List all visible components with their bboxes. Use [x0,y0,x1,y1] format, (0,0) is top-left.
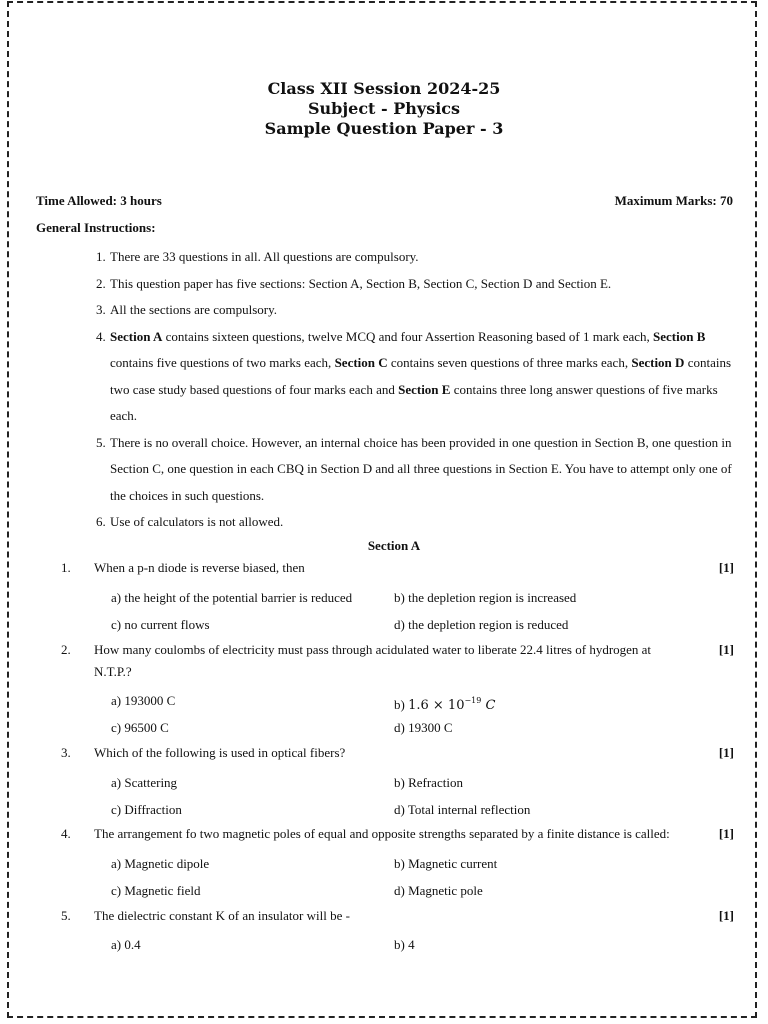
section-ref: Section C [334,355,388,370]
instruction-item [96,297,736,324]
question-text: When a p-n diode is reverse biased, then [94,560,305,575]
section-ref: Section E [398,381,451,397]
option-a: a) the height of the potential barrier is reduced [111,590,353,605]
option-row [111,692,671,719]
general-instructions-title: General Instructions: [36,220,156,235]
instruction-text: This question paper has five sections: Section A, Section B, Section C, Section D and Section E. [110,275,612,291]
instruction-text: There is no overall choice. However, an internal choice has been provided in one question in Section B, one question in Section C, one question in each CBQ in Section D and all three questions in Section E. You have to attempt only one of the choices in such questions. [110,434,732,503]
option-d: d) Total internal reflection [394,802,531,817]
question-4 [36,823,734,845]
instruction-text: There are 33 questions in all. All questions are compulsory. [110,249,419,264]
option-b: b) the depletion region is increased [394,590,577,605]
option-b: b) 4 [394,937,415,952]
instruction-text-rich [110,329,731,424]
instruction-item [96,324,736,430]
question-marks: [1] [718,826,734,841]
question-marks: [1] [718,560,734,575]
question-3 [36,742,734,764]
question-5-options [111,936,671,963]
header-class-session: Class XII Session 2024-25 [267,79,501,98]
question-2 [36,639,734,683]
option-c: c) Diffraction [111,802,182,817]
option-row [111,855,671,882]
option-d: d) 19300 C [394,720,453,735]
instruction-item [96,509,736,536]
question-text: Which of the following is used in optical fibers? [94,745,346,760]
instruction-item [96,244,736,271]
question-marks: [1] [718,745,734,760]
instruction-number: 1. [96,249,106,264]
question-1 [36,557,734,579]
instruction-number: 3. [96,302,106,317]
instruction-fragment: contains three long answer questions of five marks each. [110,381,718,423]
instruction-fragment: contains sixteen questions, twelve MCQ and four Assertion Reasoning based of 1 mark each, [162,328,654,344]
option-c: c) no current flows [111,617,210,632]
option-a: a) 193000 C [111,693,176,708]
question-number: 4. [61,826,71,841]
instruction-number: 2. [96,275,106,291]
question-text: The arrangement fo two magnetic poles of equal and opposite strengths separated by a finite distance is called: [94,826,670,841]
section-a-title: Section A [367,538,421,553]
option-b-math [408,698,495,713]
option-a: a) 0.4 [111,937,141,952]
option-row [111,774,671,801]
question-text: The dielectric constant K of an insulator will be - [94,908,350,923]
section-ref: Section A [110,328,163,344]
instruction-fragment: contains seven questions of three marks each, [387,355,632,370]
option-b [394,692,495,715]
instruction-item [96,430,736,510]
option-b-label: b) [394,697,409,712]
instruction-item [96,271,736,298]
header-paper-title: Sample Question Paper - 3 [264,119,504,138]
question-3-options [111,774,671,828]
instruction-text: All the sections are compulsory. [110,302,278,317]
question-5 [36,905,734,927]
question-text: How many coulombs of electricity must pass through acidulated water to liberate 22.4 litres of hydrogen at N.T.P.? [94,642,652,679]
instruction-text: Use of calculators is not allowed. [110,514,284,529]
section-ref: Section D [631,355,685,370]
math-unit: C [485,698,496,713]
option-b: b) Refraction [394,775,463,790]
maximum-marks: Maximum Marks: 70 [614,193,733,208]
option-d: d) Magnetic pole [394,883,483,898]
instruction-number: 5. [96,434,106,450]
option-a: a) Scattering [111,775,178,790]
instruction-number: 6. [96,514,106,529]
general-instructions-list [96,244,736,536]
math-exponent: −19 [464,696,482,705]
section-ref: Section B [653,328,706,344]
option-row [111,589,671,616]
question-2-options [111,692,671,746]
instruction-fragment: contains two case study based questions of four marks each and [110,355,732,397]
question-number: 2. [61,642,71,657]
question-4-options [111,855,671,909]
question-number: 5. [61,908,71,923]
question-marks: [1] [718,642,734,657]
instruction-number: 4. [96,328,106,344]
header-subject: Subject - Physics [307,99,461,118]
option-b: b) Magnetic current [394,856,498,871]
question-number: 1. [61,560,71,575]
time-allowed: Time Allowed: 3 hours [36,193,162,208]
paper-header [0,79,768,139]
math-mantissa: 1.6 × 10 [408,698,465,713]
option-c: c) Magnetic field [111,883,201,898]
option-row [111,936,671,963]
question-number: 3. [61,745,71,760]
question-1-options [111,589,671,643]
option-a: a) Magnetic dipole [111,856,210,871]
question-marks: [1] [718,908,734,923]
option-d: d) the depletion region is reduced [394,617,569,632]
option-c: c) 96500 C [111,720,169,735]
instruction-fragment: contains five questions of two marks each, [110,355,335,370]
